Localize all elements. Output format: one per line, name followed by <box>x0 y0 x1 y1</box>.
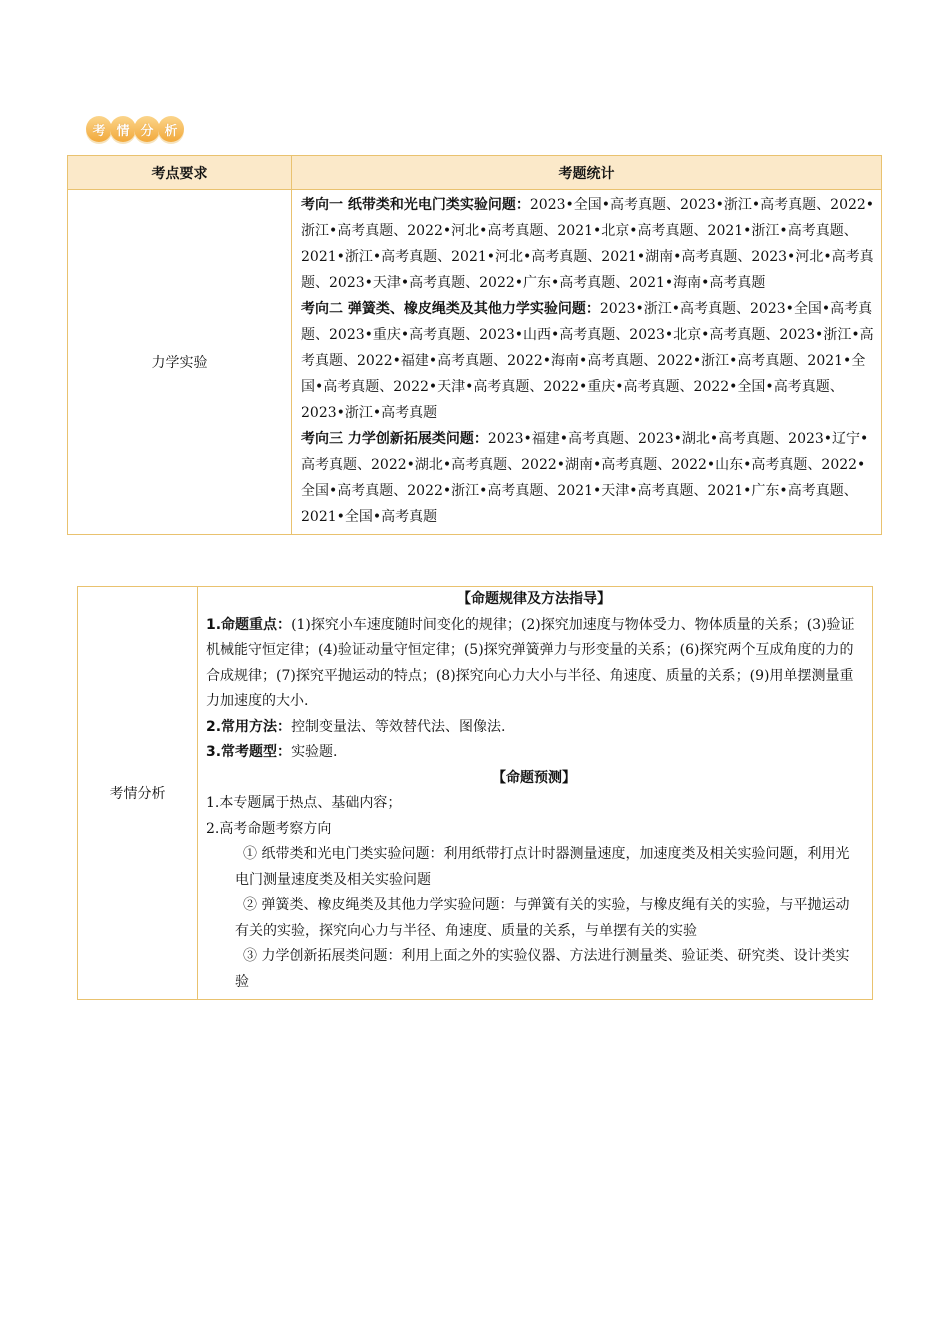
analysis-label: 考情分析 <box>78 587 198 1000</box>
analysis-table <box>77 586 873 1000</box>
direction-3 <box>301 426 875 530</box>
direction-content: 2023•浙江•高考真题、2023•全国•高考真题、2023•重庆•高考真题、2023•山西•高考真题、2023•北京•高考真题、2023•浙江•高考真题、2022•福建•高考真题、2022•海南•高考真题、2022•浙江•高考真题、2021•全国•高考真题、2022•天津•高考真题、2022•重庆•高考真题、2022•全国•高考真题、2023•浙江•高考真题 <box>301 301 874 421</box>
prediction-2: 2.高考命题考察方向 <box>206 820 332 837</box>
direction-content: 2023•全国•高考真题、2023•浙江•高考真题、2022•浙江•高考真题、2022•河北•高考真题、2021•北京•高考真题、2021•浙江•高考真题、2021•浙江•高考真题、2021•河北•高考真题、2021•湖南•高考真题、2023•河北•高考真题、2023•天津•高考真题、2022•广东•高考真题、2021•海南•高考真题 <box>301 197 875 291</box>
direction-title: 考向三 力学创新拓展类问题： <box>301 431 488 447</box>
badge-char: 情 <box>110 116 136 142</box>
direction-content: 2023•福建•高考真题、2023•湖北•高考真题、2023•辽宁•高考真题、2022•湖北•高考真题、2022•湖南•高考真题、2022•山东•高考真题、2022•全国•高考真题、2022•浙江•高考真题、2021•天津•高考真题、2021•广东•高考真题、2021•全国•高考真题 <box>301 431 869 525</box>
sub-direction-1: ① 纸带类和光电门类实验问题：利用纸带打点计时器测量速度，加速度类及相关实验问题，利用光电门测量速度类及相关实验问题 <box>235 846 850 888</box>
direction-title: 考向二 弹簧类、橡皮绳类及其他力学实验问题： <box>301 301 600 317</box>
exam-stats-table <box>67 155 882 535</box>
point-text: (1)探究小车速度随时间变化的规律；(2)探究加速度与物体受力、物体质量的关系；(3)验证机械能守恒定律；(4)验证动量守恒定律；(5)探究弹簧弹力与形变量的关系；(6)探究两个互成角度的力的合成规律；(7)探究平抛运动的特点；(8)探究向心力大小与半径、角速度、质量的关系；(9)用单摆测量重力加速度的大小. <box>206 616 855 709</box>
section-title-prediction: 【命题预测】 <box>492 769 576 786</box>
prediction-1: 1.本专题属于热点、基础内容； <box>206 795 402 811</box>
header-statistics: 考题统计 <box>292 156 882 190</box>
point-label: 2.常用方法： <box>206 718 292 735</box>
point-text: 控制变量法、等效替代法、图像法. <box>291 718 506 735</box>
point-2 <box>206 715 862 741</box>
direction-title: 考向一 纸带类和光电门类实验问题： <box>301 197 530 213</box>
point-3 <box>206 740 862 766</box>
direction-2 <box>301 296 875 426</box>
badge-char: 析 <box>158 116 184 142</box>
point-label: 3.常考题型： <box>206 744 292 760</box>
header-requirements: 考点要求 <box>68 156 292 190</box>
point-1 <box>206 613 862 715</box>
sub-direction-2: ② 弹簧类、橡皮绳类及其他力学实验问题：与弹簧有关的实验，与橡皮绳有关的实验，与平抛运动有关的实验，探究向心力与半径、角速度、质量的关系，与单摆有关的实验 <box>235 897 850 939</box>
badge-char: 考 <box>86 116 112 142</box>
point-label: 1.命题重点： <box>206 616 292 633</box>
point-text: 实验题. <box>291 744 338 760</box>
statistics-cell <box>292 190 882 535</box>
analysis-body <box>198 587 873 1000</box>
category-cell: 力学实验 <box>68 190 292 535</box>
sub-direction-3: ③ 力学创新拓展类问题：利用上面之外的实验仪器、方法进行测量类、验证类、研究类、设计类实验 <box>235 948 850 990</box>
section-badge <box>86 114 182 144</box>
badge-char: 分 <box>134 116 160 142</box>
direction-1 <box>301 192 875 296</box>
section-title-rules: 【命题规律及方法指导】 <box>457 591 611 607</box>
